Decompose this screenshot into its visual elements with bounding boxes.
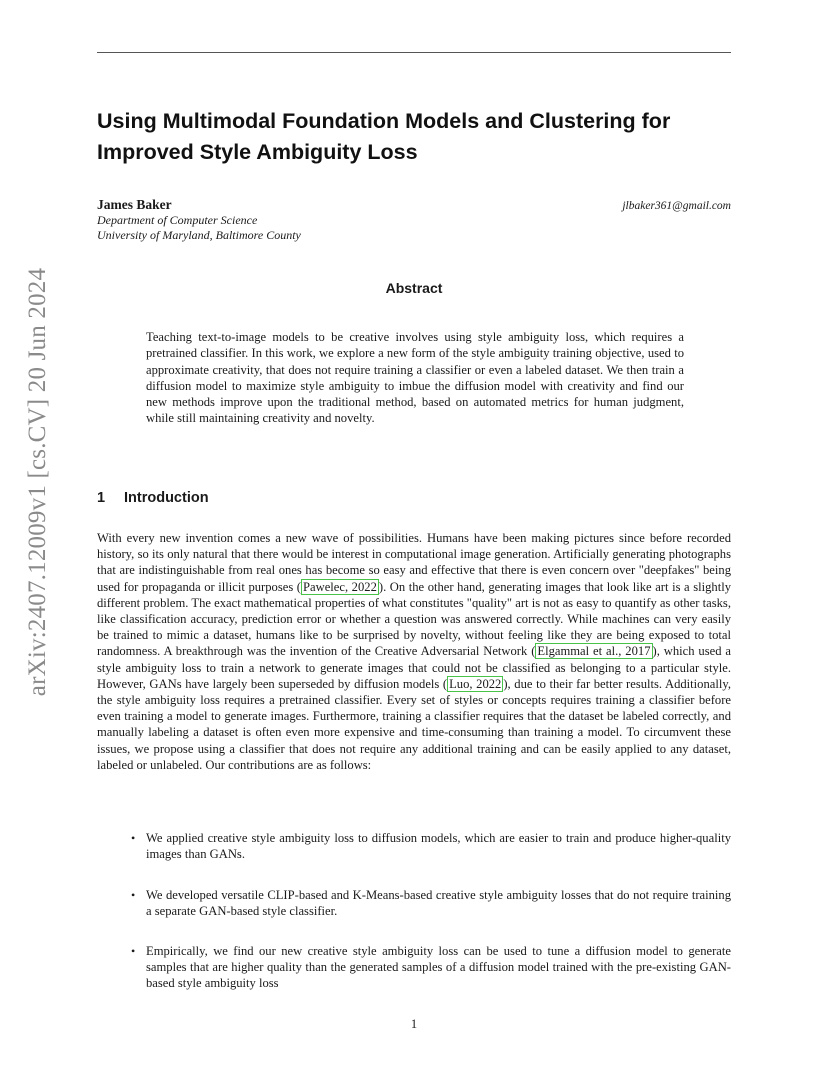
intro-paragraph [97, 530, 731, 773]
list-item [97, 943, 731, 992]
list-item-text: We applied creative style ambiguity loss to diffusion models, which are easier to train and produce higher-quality images than GANs. [146, 831, 731, 862]
citation-link[interactable]: Elgammal et al., 2017 [537, 644, 651, 659]
section-number: 1 [97, 490, 106, 506]
arxiv-identifier[interactable]: arXiv:2407.12009v1 [cs.CV] 20 Jun 2024 [24, 267, 51, 697]
list-item [97, 887, 731, 919]
paper-title: Using Multimodal Foundation Models and Clustering for Improved Style Ambiguity Loss [97, 109, 671, 164]
arxiv-sidebar [22, 267, 54, 697]
list-item [97, 830, 731, 862]
author-university: University of Maryland, Baltimore County [97, 228, 301, 242]
citation-link[interactable]: Luo, 2022 [449, 676, 502, 691]
author-department: Department of Computer Science [97, 212, 258, 227]
section-heading [97, 490, 209, 506]
bullet-symbol: • [131, 944, 136, 958]
section-title: Introduction [124, 490, 209, 506]
intro-text-3: ), which used a style ambiguity loss to train a network to generate images that could not be classified as belonging to a particular style. However, GANs have largely been superseded by diffusion models ( [97, 644, 731, 691]
page-number: 1 [410, 1017, 418, 1031]
header-rule [97, 52, 731, 53]
list-item-text: Empirically, we find our new creative style ambiguity loss can be used to tune a diffusion model to generate samples that are higher quality than the generated samples of a diffusion model trained with the pre-existing GAN-based style ambiguity loss [146, 944, 731, 991]
intro-text-4: ), due to their far better results. Additionally, the style ambiguity loss requires a pretrained classifier. Every set of styles or concepts requires training a classifier before even training a model to generate images. Furthermore, training a classifier requires that the dataset be labeled correctly, and manually labeling a dataset is often even more expensive and time-consuming than training a model. To circumvent these issues, we propose using a classifier that does not require any additional training and can be easily applied to any dataset, labeled or unlabeled. Our contributions are as follows: [97, 676, 731, 772]
author-block [97, 197, 737, 244]
citation-link[interactable]: Pawelec, 2022 [303, 579, 377, 594]
intro-text-1: With every new invention comes a new wave of possibilities. Humans have been making pictures since before recorded history, so its only natural that there would be interest in computational image generation. Artificially generating photographs that are indistinguishable from real ones has become so easy and effective that there is even concern over "deepfakes" being used for propaganda or illicit purposes ( [97, 531, 731, 594]
author-email[interactable]: jlbaker361@gmail.com [622, 200, 731, 212]
abstract-text: Teaching text-to-image models to be creative involves using style ambiguity loss, which requires a pretrained classifier. In this work, we explore a new form of the style ambiguity training objective, used to approximate creativity, that does not require training a classifier or even a labeled dataset. We then train a diffusion model to maximize style ambiguity to imbue the diffusion model with creativity and find our new methods improve upon the traditional method, based on automated metrics for human judgment, while still maintaining creativity and novelty. [146, 330, 684, 426]
list-item-text: We developed versatile CLIP-based and K-Means-based creative style ambiguity losses that do not require training a separate GAN-based style classifier. [146, 888, 731, 919]
author-name: James Baker [97, 197, 172, 212]
bullet-symbol: • [131, 831, 136, 845]
abstract-heading: Abstract [385, 280, 443, 296]
bullet-symbol: • [131, 888, 136, 902]
intro-text-2: ). On the other hand, generating images that look like art is a slightly different problem. The exact mathematical properties of what constitutes "quality" art is not as easy to quantify as other tasks, like classification accuracy, prediction error or whether a question was answered correctly. While machines can very easily be trained to mimic a dataset, humans like to be surprised by novelty, without feeling like they are being exposed to total randomness. A breakthrough was the invention of the Creative Adversarial Network ( [97, 579, 731, 659]
